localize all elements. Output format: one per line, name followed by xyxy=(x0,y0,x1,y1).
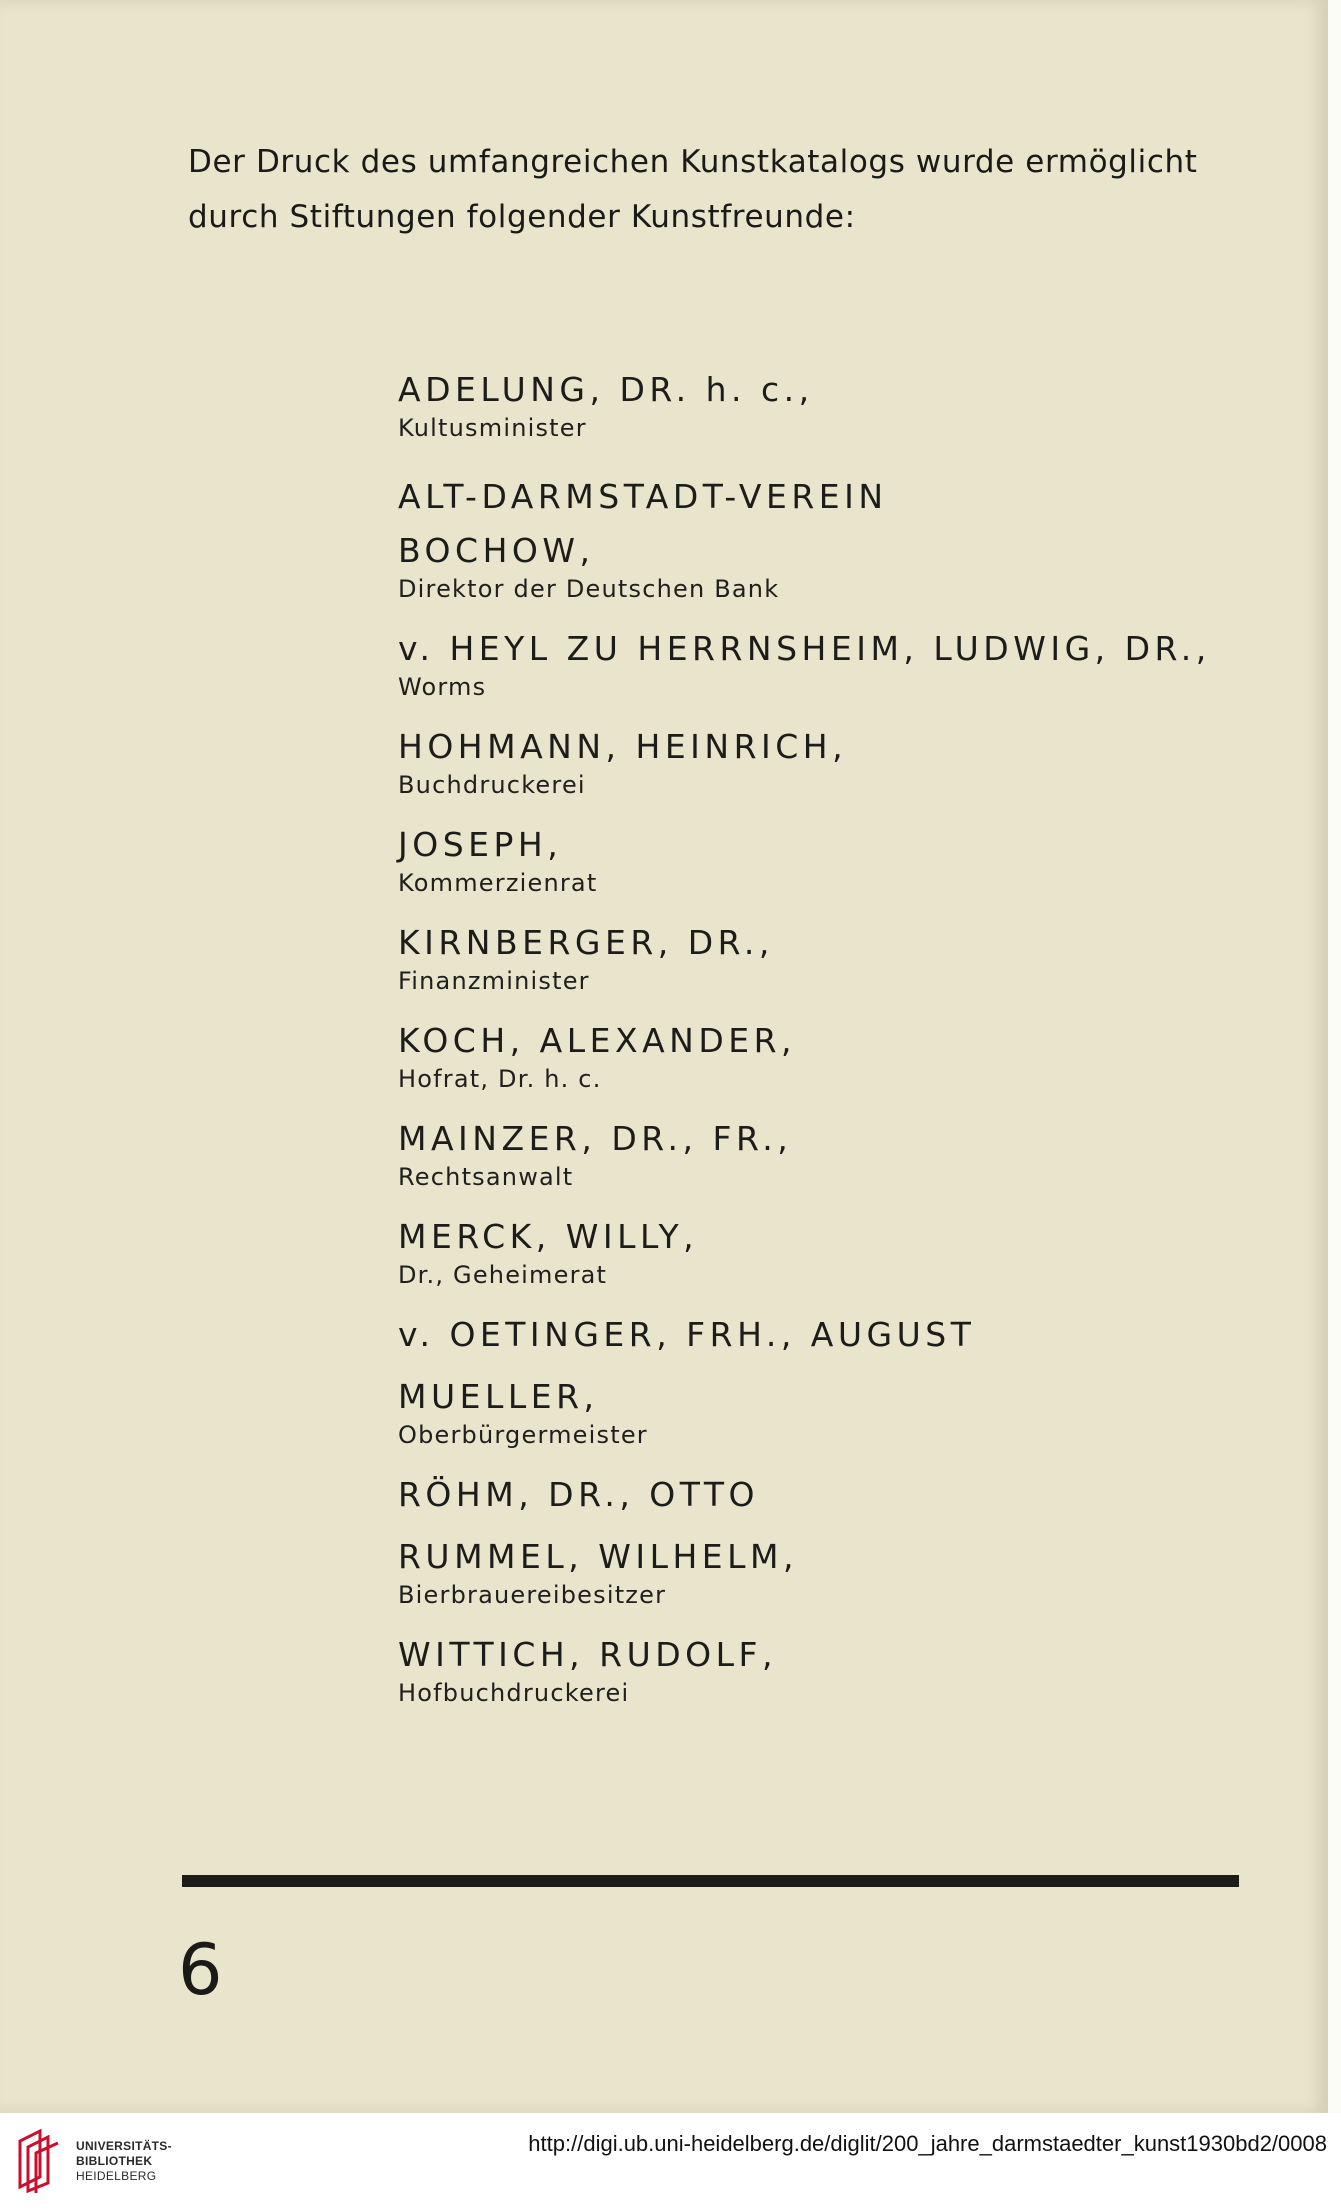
donor-title: Rechtsanwalt xyxy=(398,1163,574,1191)
source-url-link[interactable]: http://digi.ub.uni-heidelberg.de/diglit/200_jahre_darmstaedter_kunst1930bd2/0008 xyxy=(528,2131,1327,2156)
donor-entry xyxy=(398,1316,975,1354)
donor-name: KIRNBERGER, DR., xyxy=(398,923,774,962)
donor-entry xyxy=(398,630,1211,702)
donor-name: v. OETINGER, FRH., AUGUST xyxy=(398,1315,976,1354)
donor-title: Bierbrauereibesitzer xyxy=(398,1581,667,1609)
library-name-line-2: BIBLIOTHEK xyxy=(76,2154,153,2168)
donor-entry xyxy=(398,1538,798,1610)
donor-name: MERCK, WILLY, xyxy=(398,1217,699,1256)
donor-name: RUMMEL, WILHELM, xyxy=(398,1537,799,1576)
donor-title: Hofbuchdruckerei xyxy=(398,1679,630,1707)
intro-text xyxy=(188,135,1268,245)
donor-title: Direktor der Deutschen Bank xyxy=(398,575,780,603)
donor-entry xyxy=(398,1636,777,1708)
donor-entry xyxy=(398,478,888,516)
donor-name: KOCH, ALEXANDER, xyxy=(398,1021,797,1060)
donor-entry xyxy=(398,1218,698,1290)
donor-title: Hofrat, Dr. h. c. xyxy=(398,1065,602,1093)
intro-line-2: durch Stiftungen folgender Kunstfreunde: xyxy=(188,199,856,235)
donor-name: v. HEYL ZU HERRNSHEIM, LUDWIG, DR., xyxy=(398,629,1211,668)
library-name-line-1: UNIVERSITÄTS- xyxy=(76,2139,172,2153)
donor-entry xyxy=(398,728,847,800)
library-name xyxy=(76,2139,172,2184)
donor-title: Finanzminister xyxy=(398,967,590,995)
donor-name: HOHMANN, HEINRICH, xyxy=(398,727,848,766)
donor-title: Worms xyxy=(398,673,487,701)
library-name-line-3: HEIDELBERG xyxy=(76,2169,157,2183)
donor-title: Oberbürgermeister xyxy=(398,1421,648,1449)
donor-name: WITTICH, RUDOLF, xyxy=(398,1635,777,1674)
donor-name: ALT-DARMSTADT-VEREIN xyxy=(398,477,888,516)
horizontal-rule xyxy=(182,1875,1239,1887)
donor-entry xyxy=(398,1476,759,1514)
donor-entry xyxy=(398,1120,792,1192)
donor-name: ADELUNG, DR. h. c., xyxy=(398,370,814,409)
university-library-logo xyxy=(14,2127,64,2193)
donor-entry xyxy=(398,371,814,443)
viewer-footer xyxy=(0,2113,1341,2212)
donor-entry xyxy=(398,826,597,898)
page-edge xyxy=(1328,0,1341,2113)
donor-entry xyxy=(398,1022,796,1094)
donor-entry xyxy=(398,924,774,996)
donor-name: RÖHM, DR., OTTO xyxy=(398,1475,759,1514)
donor-title: Dr., Geheimerat xyxy=(398,1261,608,1289)
donor-name: MUELLER, xyxy=(398,1377,599,1416)
donor-entry xyxy=(398,1378,648,1450)
donor-name: BOCHOW, xyxy=(398,531,595,570)
donor-title: Buchdruckerei xyxy=(398,771,586,799)
intro-line-1: Der Druck des umfangreichen Kunstkatalogs wurde ermöglicht xyxy=(188,144,1198,180)
donor-name: JOSEPH, xyxy=(398,825,563,864)
page-number: 6 xyxy=(178,1929,223,2011)
donor-entry xyxy=(398,532,779,604)
donor-title: Kommerzienrat xyxy=(398,869,598,897)
donor-name: MAINZER, DR., FR., xyxy=(398,1119,793,1158)
donor-title: Kultusminister xyxy=(398,414,587,442)
